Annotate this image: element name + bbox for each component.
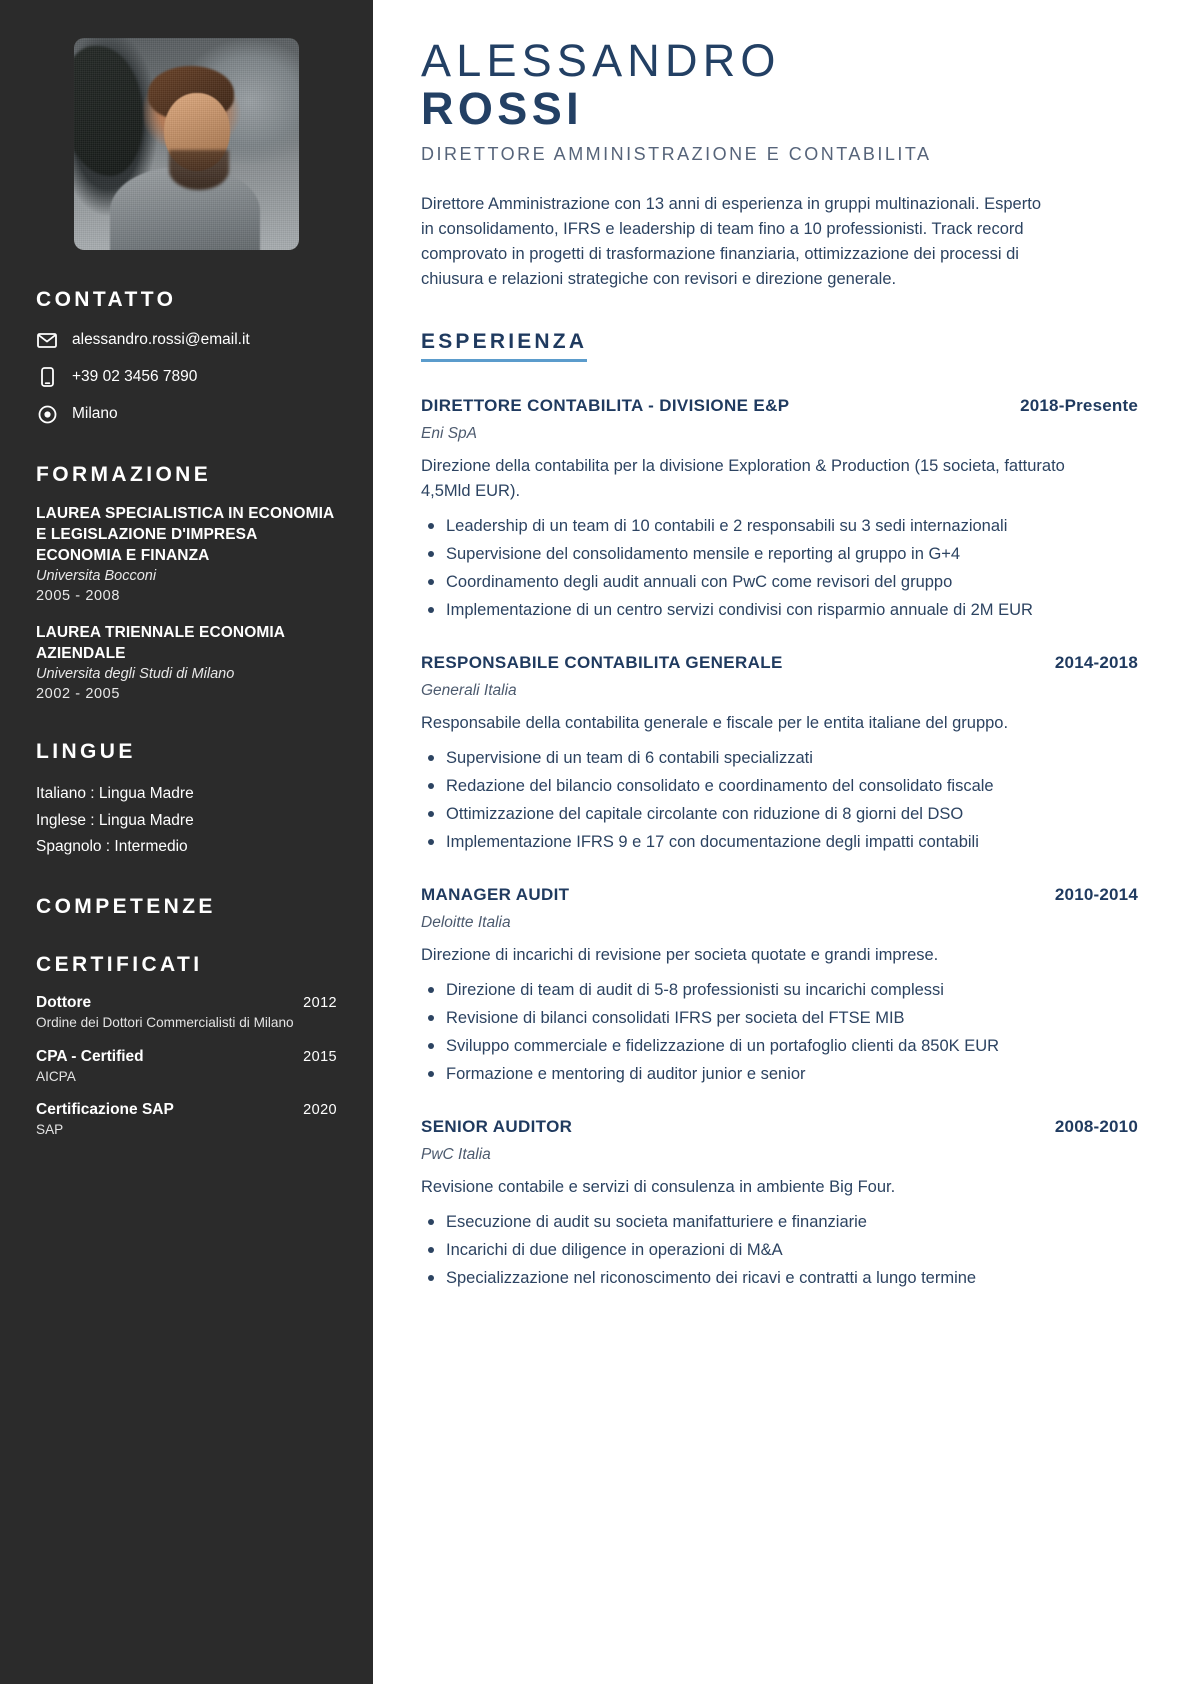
experience-heading: ESPERIENZA xyxy=(421,330,587,362)
experience-entry xyxy=(421,885,1138,1086)
professional-title: DIRETTORE AMMINISTRAZIONE E CONTABILITA xyxy=(421,143,932,164)
job-bullet: Formazione e mentoring di auditor junior e senior xyxy=(421,1062,1071,1086)
job-description: Revisione contabile e servizi di consulenza in ambiente Big Four. xyxy=(421,1178,896,1197)
first-name: ALESSANDRO xyxy=(421,35,781,86)
job-description: Direzione di incarichi di revisione per societa quotate e grandi imprese. xyxy=(421,945,939,964)
contact-phone[interactable] xyxy=(36,366,337,388)
job-bullet: Sviluppo commerciale e fidelizzazione di un portafoglio clienti da 850K EUR xyxy=(421,1034,1071,1058)
job-dates: 2010-2014 xyxy=(1054,884,1138,904)
job-bullet: Implementazione IFRS 9 e 17 con documentazione degli impatti contabili xyxy=(421,830,1071,854)
experience-entry xyxy=(421,1117,1138,1290)
job-description: Responsabile della contabilita generale e fiscale per le entita italiane del gruppo. xyxy=(421,713,1009,732)
education-school: Universita Bocconi xyxy=(36,568,157,585)
certificate-issuer: AICPA xyxy=(36,1068,76,1084)
location-pin-icon xyxy=(36,403,58,425)
job-bullet: Supervisione del consolidamento mensile e reporting al gruppo in G+4 xyxy=(421,542,1071,566)
envelope-icon xyxy=(36,329,58,351)
job-bullet: Coordinamento degli audit annuali con PwC come revisori del gruppo xyxy=(421,570,1071,594)
job-bullet: Redazione del bilancio consolidato e coordinamento del consolidato fiscale xyxy=(421,774,1071,798)
avatar xyxy=(74,38,299,250)
contact-location[interactable] xyxy=(36,403,337,425)
job-bullet-list xyxy=(421,978,1071,1086)
certificate-item xyxy=(36,1048,337,1086)
job-bullet: Ottimizzazione del capitale circolante con riduzione di 8 giorni del DSO xyxy=(421,802,1071,826)
education-item xyxy=(36,504,337,604)
job-role: DIRETTORE CONTABILITA - DIVISIONE E&P xyxy=(421,396,790,416)
job-description: Direzione della contabilita per la divisione Exploration & Production (15 societa, fatturato 4,5Mld EUR). xyxy=(421,457,1065,500)
job-company: Eni SpA xyxy=(421,425,478,443)
job-dates: 2008-2010 xyxy=(1054,1117,1138,1137)
job-role: MANAGER AUDIT xyxy=(421,884,570,904)
education-heading: FORMAZIONE xyxy=(36,463,212,486)
education-item xyxy=(36,623,337,702)
contact-location-value: Milano xyxy=(72,404,118,422)
certificate-item xyxy=(36,994,337,1032)
certificate-issuer: Ordine dei Dottori Commercialisti di Milano xyxy=(36,1014,294,1030)
language-item: Inglese : Lingua Madre xyxy=(36,811,194,829)
job-dates: 2014-2018 xyxy=(1054,652,1138,672)
job-bullet: Direzione di team di audit di 5-8 professionisti su incarichi complessi xyxy=(421,978,1071,1002)
sidebar xyxy=(0,0,373,1684)
last-name: ROSSI xyxy=(421,83,584,135)
job-dates: 2018-Presente xyxy=(1020,396,1138,416)
language-item: Italiano : Lingua Madre xyxy=(36,784,194,802)
job-bullet-list xyxy=(421,514,1071,622)
certificate-name: Dottore xyxy=(36,993,92,1011)
profile-photo xyxy=(74,38,299,250)
education-degree: LAUREA TRIENNALE ECONOMIA AZIENDALE xyxy=(36,623,285,662)
job-bullet: Esecuzione di audit su societa manifatturiere e finanziarie xyxy=(421,1210,1071,1234)
job-role: SENIOR AUDITOR xyxy=(421,1117,573,1137)
job-bullet: Specializzazione nel riconoscimento dei ricavi e contratti a lungo termine xyxy=(421,1266,1071,1290)
education-degree: LAUREA SPECIALISTICA IN ECONOMIA E LEGISLAZIONE D'IMPRESA ECONOMIA E FINANZA xyxy=(36,505,334,564)
profile-summary: Direttore Amministrazione con 13 anni di esperienza in gruppi multinazionali. Esperto in consolidamento, IFRS e leadership di team fino a 10 professionisti. Track record comprovato in progetti di trasformazione finanziaria, ottimizzazione dei processi di chiusura e relazioni strategiche con revisori e direzione generale. xyxy=(421,194,1041,289)
job-bullet: Revisione di bilanci consolidati IFRS per societa del FTSE MIB xyxy=(421,1006,1071,1030)
contact-heading: CONTATTO xyxy=(36,288,177,311)
job-bullet: Implementazione di un centro servizi condivisi con risparmio annuale di 2M EUR xyxy=(421,598,1071,622)
experience-entry xyxy=(421,653,1138,854)
certificate-year: 2020 xyxy=(303,1102,337,1119)
skills-heading: COMPETENZE xyxy=(36,894,216,918)
education-years: 2005 - 2008 xyxy=(36,587,120,604)
contact-phone-value: +39 02 3456 7890 xyxy=(72,367,198,385)
job-bullet: Supervisione di un team di 6 contabili specializzati xyxy=(421,746,1071,770)
phone-icon xyxy=(36,366,58,388)
certificate-name: Certificazione SAP xyxy=(36,1101,174,1119)
experience-entry xyxy=(421,396,1138,622)
certificate-issuer: SAP xyxy=(36,1122,64,1138)
contact-email-value: alessandro.rossi@email.it xyxy=(72,330,250,348)
education-school: Universita degli Studi di Milano xyxy=(36,666,235,683)
job-role: RESPONSABILE CONTABILITA GENERALE xyxy=(421,652,783,672)
photo-grain-overlay xyxy=(74,38,299,250)
education-years: 2002 - 2005 xyxy=(36,685,120,702)
certificate-name: CPA - Certified xyxy=(36,1047,144,1065)
language-item: Spagnolo : Intermedio xyxy=(36,838,188,856)
job-bullet: Leadership di un team di 10 contabili e 2 responsabili su 3 sedi internazionali xyxy=(421,514,1071,538)
job-company: PwC Italia xyxy=(421,1146,491,1164)
job-company: Deloitte Italia xyxy=(421,913,511,931)
languages-heading: LINGUE xyxy=(36,739,136,763)
certificate-item xyxy=(36,1101,337,1139)
main-content xyxy=(373,0,1190,1684)
job-bullet-list xyxy=(421,746,1071,854)
certificate-year: 2012 xyxy=(303,994,337,1011)
certificate-year: 2015 xyxy=(303,1048,337,1065)
job-bullet-list xyxy=(421,1210,1071,1290)
certificates-heading: CERTIFICATI xyxy=(36,952,203,976)
job-bullet: Incarichi di due diligence in operazioni di M&A xyxy=(421,1238,1071,1262)
job-company: Generali Italia xyxy=(421,681,517,699)
contact-email[interactable] xyxy=(36,329,337,351)
